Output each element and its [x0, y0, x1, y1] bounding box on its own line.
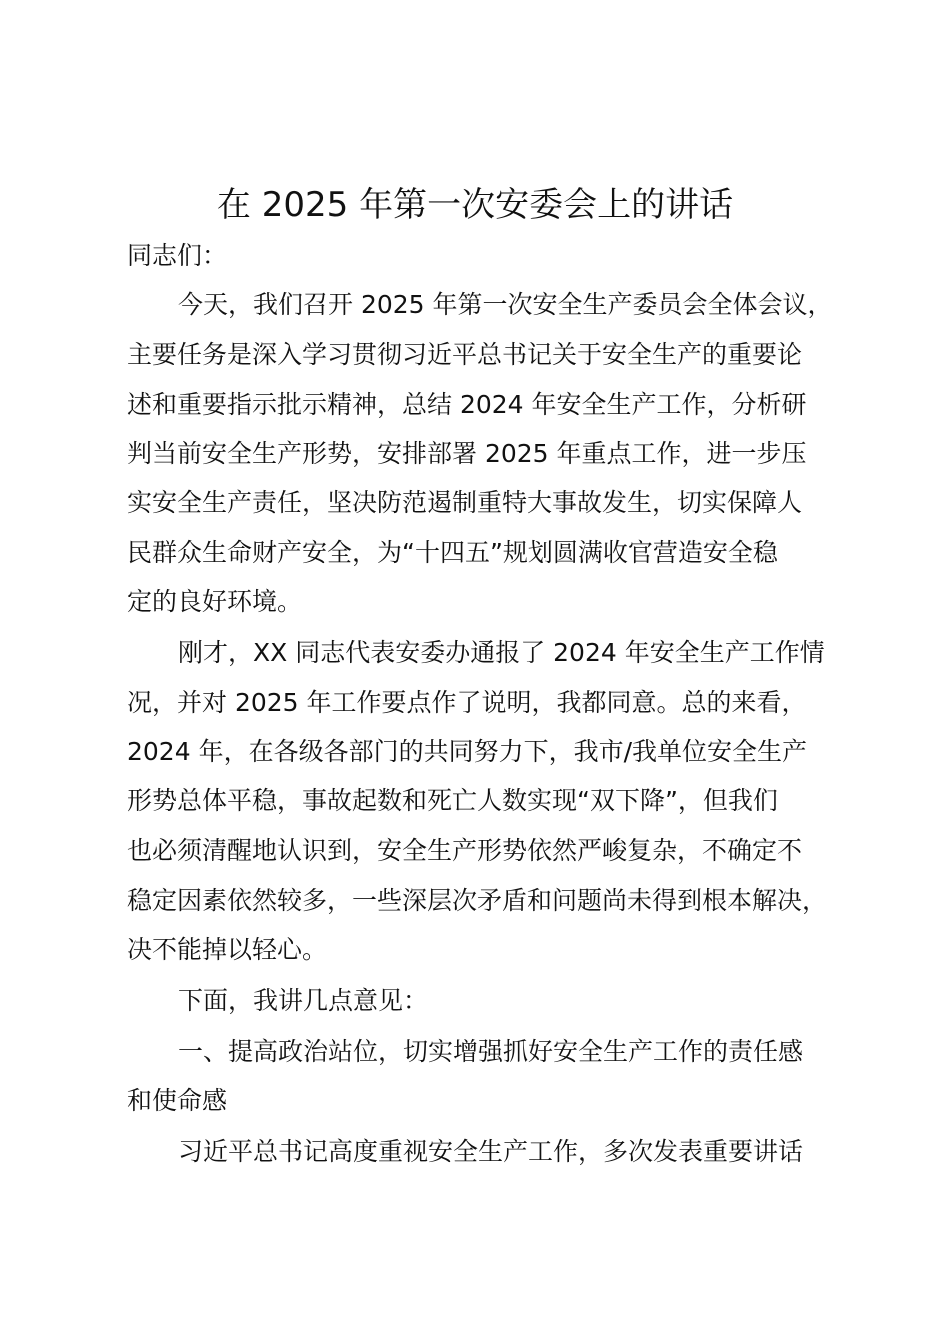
paragraph-line: 形势总体平稳，事故起数和死亡人数实现“双下降”，但我们	[127, 786, 778, 815]
paragraph-line: 实安全生产责任，坚决防范遏制重特大事故发生，切实保障人	[127, 488, 803, 517]
paragraph-line: 2024 年，在各级各部门的共同努力下，我市/我单位安全生产	[127, 737, 807, 766]
paragraph-line: 定的良好环境。	[127, 587, 303, 616]
paragraph-line: 民群众生命财产安全，为“十四五”规划圆满收官营造安全稳	[127, 538, 778, 567]
paragraph-line: 下面，我讲几点意见：	[178, 986, 429, 1015]
paragraph-line: 刚才，XX 同志代表安委办通报了 2024 年安全生产工作情	[178, 638, 825, 667]
paragraph-line: 习近平总书记高度重视安全生产工作，多次发表重要讲话	[178, 1137, 804, 1166]
paragraph-line: 况，并对 2025 年工作要点作了说明，我都同意。总的来看，	[127, 688, 807, 717]
document-title: 在 2025 年第一次安委会上的讲话	[216, 185, 734, 225]
section-heading-line: 一、提高政治站位，切实增强抓好安全生产工作的责任感	[178, 1037, 804, 1066]
paragraph-line: 决不能掉以轻心。	[127, 935, 328, 964]
paragraph-line: 主要任务是深入学习贯彻习近平总书记关于安全生产的重要论	[127, 340, 803, 369]
paragraph-line: 也必须清醒地认识到，安全生产形势依然严峻复杂，不确定不	[127, 836, 803, 865]
paragraph-line: 判当前安全生产形势，安排部署 2025 年重点工作，进一步压	[127, 439, 807, 468]
paragraph-line: 稳定因素依然较多，一些深层次矛盾和问题尚未得到根本解决，	[127, 886, 828, 915]
paragraph-line: 今天，我们召开 2025 年第一次安全生产委员会全体会议，	[178, 290, 833, 319]
paragraph-line: 述和重要指示批示精神，总结 2024 年安全生产工作，分析研	[127, 390, 807, 419]
section-heading-line: 和使命感	[127, 1086, 228, 1115]
salutation: 同志们：	[127, 241, 228, 270]
